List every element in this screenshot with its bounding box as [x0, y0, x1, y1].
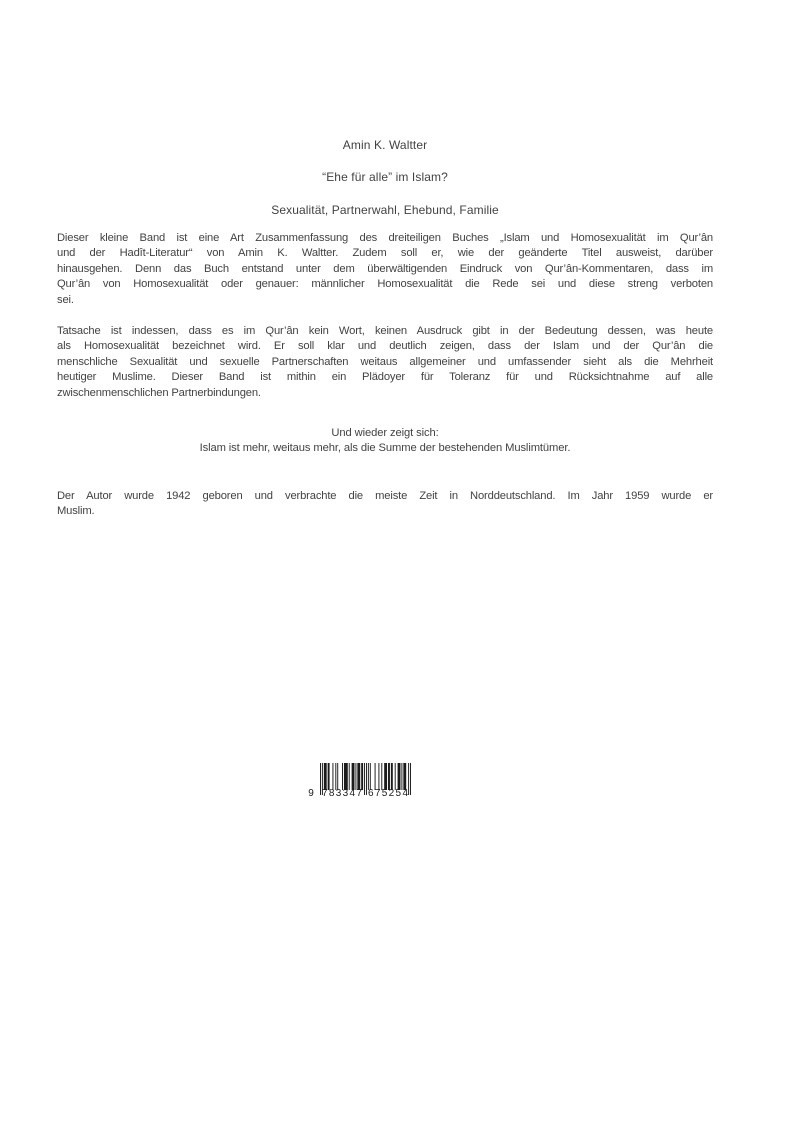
author-name: Amin K. Waltter	[342, 138, 428, 152]
centered-statement	[57, 426, 713, 457]
text-line: menschliche Sexualität und sexuelle Partnerschaften weitaus allgemeiner und umfassender sieht als die Mehrheit	[57, 355, 713, 368]
barcode-digit-first: 9	[308, 788, 314, 799]
text-line: hinausgehen. Denn das Buch entstand unter dem überwältigenden Eindruck von Qur’ân-Kommentaren, dass im	[57, 262, 713, 275]
description-paragraph-1	[57, 231, 713, 308]
text-line: sei.	[57, 293, 74, 306]
barcode-digits-right: 675254	[368, 788, 408, 799]
barcode-digits-left: 783347	[322, 788, 362, 799]
text-line: Qur’ân von Homosexualität oder genauer: männlicher Homosexualität die Rede sei und diese streng verboten	[57, 278, 713, 291]
author-bio	[57, 489, 713, 520]
text-line: Und wieder zeigt sich:	[331, 427, 439, 440]
text-line: Muslim.	[57, 505, 95, 518]
book-title: “Ehe für alle” im Islam?	[322, 170, 448, 184]
text-line: Dieser kleine Band ist eine Art Zusammenfassung des dreiteiligen Buches „Islam und Homosexualität im Qur’ân	[57, 232, 713, 244]
text-line: heutiger Muslime. Dieser Band ist mithin ein Plädoyer für Toleranz für und Rücksichtnahme auf alle	[57, 371, 713, 384]
text-line: Tatsache ist indessen, dass es im Qur’ân kein Wort, keinen Ausdruck gibt in der Bedeutung dessen, was heute	[57, 325, 713, 338]
description-paragraph-2	[57, 324, 713, 401]
isbn-barcode	[306, 762, 414, 802]
text-line: zwischenmenschlichen Partnerbindungen.	[57, 386, 261, 399]
text-line: und der Hadît-Literatur“ von Amin K. Waltter. Zudem soll er, wie der geänderte Titel ausweist, darüber	[57, 247, 713, 260]
text-line: Der Autor wurde 1942 geboren und verbrachte die meiste Zeit in Norddeutschland. Im Jahr 1959 wurde er	[57, 489, 713, 502]
text-line: als Homosexualität bezeichnet wird. Er soll klar und deutlich zeigen, dass der Islam und der Qur’ân die	[57, 340, 713, 353]
text-line: Islam ist mehr, weitaus mehr, als die Summe der bestehenden Muslimtümer.	[199, 442, 571, 455]
book-subtitle: Sexualität, Partnerwahl, Ehebund, Familie	[271, 203, 499, 217]
text-column	[57, 0, 713, 520]
